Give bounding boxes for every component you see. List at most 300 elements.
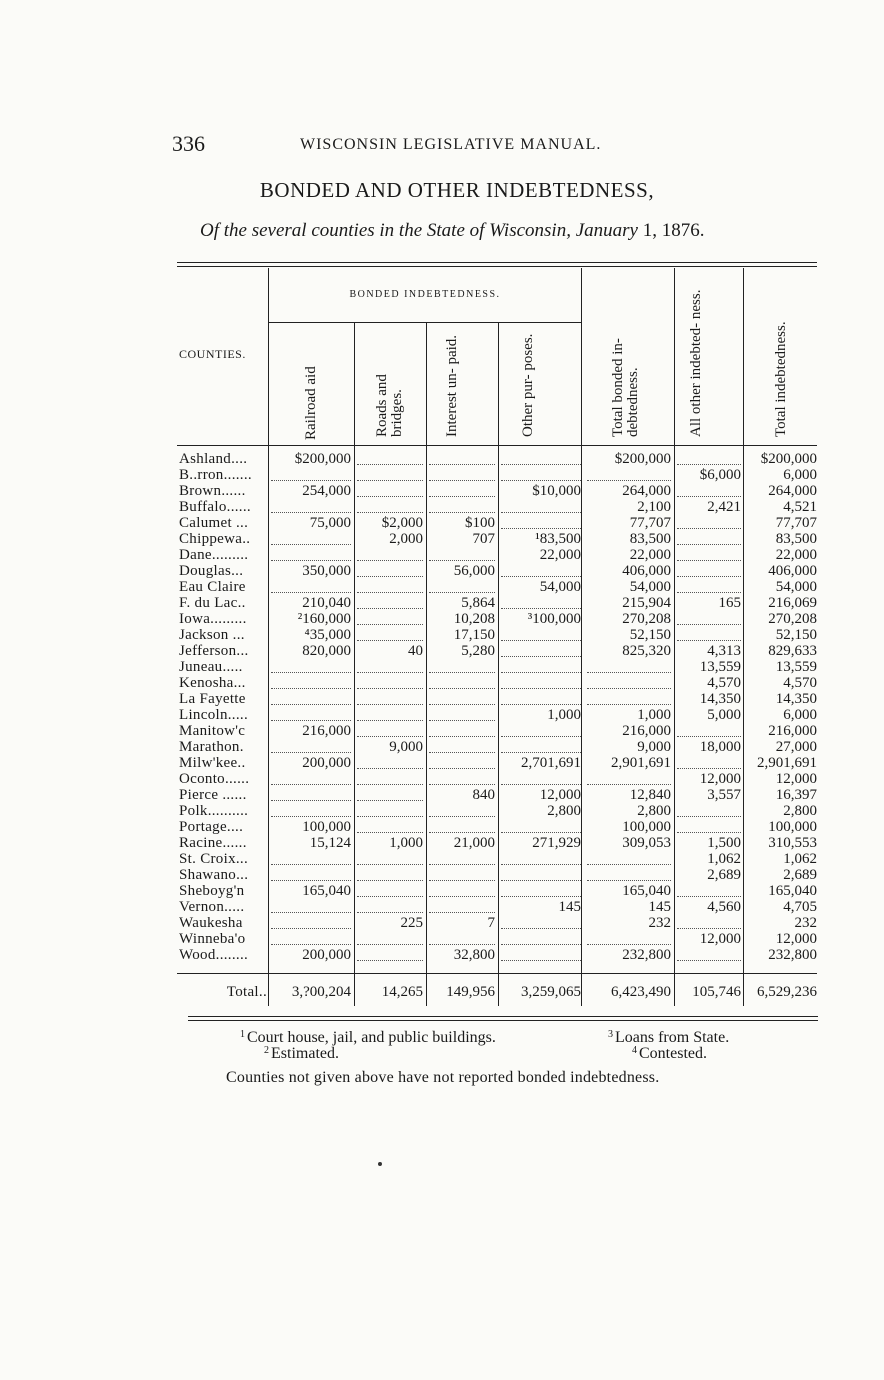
cell-total-indebtedness: 2,901,691 — [757, 755, 817, 771]
subtitle-date: 1, 1876. — [642, 220, 705, 241]
cell-roads-bridges — [357, 564, 423, 577]
footnote-1-text: Court house, jail, and public buildings. — [247, 1029, 496, 1046]
table-row — [177, 660, 817, 675]
cell-other-purposes — [501, 772, 581, 785]
footnote-4-text: Contested. — [639, 1045, 707, 1062]
cell-other-purposes — [501, 852, 581, 865]
header-bottom-rule — [177, 445, 817, 446]
cell-interest-unpaid: 10,208 — [453, 611, 495, 627]
cell-roads-bridges — [357, 788, 423, 801]
cell-other-purposes — [501, 916, 581, 929]
cell-interest-unpaid — [429, 580, 495, 593]
cell-railroad-aid: 254,000 — [302, 483, 351, 499]
table-row — [177, 564, 817, 579]
cell-total-indebtedness: 52,150 — [775, 627, 817, 643]
county-name: Milw'kee.. — [179, 755, 246, 771]
cell-interest-unpaid — [429, 724, 495, 737]
table-row — [177, 852, 817, 867]
cell-total-bonded: 406,000 — [622, 563, 671, 579]
cell-railroad-aid — [271, 580, 351, 593]
cell-all-other: 2,421 — [707, 499, 741, 515]
table-row — [177, 916, 817, 931]
cell-other-purposes — [501, 452, 581, 465]
cell-other-purposes — [501, 500, 581, 513]
table-row — [177, 596, 817, 611]
cell-roads-bridges — [357, 596, 423, 609]
stray-dot — [378, 1162, 382, 1166]
cell-railroad-aid: 820,000 — [302, 643, 351, 659]
cell-roads-bridges — [357, 932, 423, 945]
cell-roads-bridges — [357, 468, 423, 481]
cell-total-indebtedness: 4,521 — [783, 499, 817, 515]
cell-roads-bridges — [357, 708, 423, 721]
cell-roads-bridges — [357, 724, 423, 737]
footnote-3-mark: 3 — [608, 1029, 613, 1040]
cell-interest-unpaid — [429, 660, 495, 673]
totals-label: Total.. — [226, 984, 267, 1000]
header-roads-bridges: Roads and bridges. — [374, 374, 405, 437]
cell-total-indebtedness: 6,000 — [783, 467, 817, 483]
cell-all-other: 2,689 — [707, 867, 741, 883]
bonded-header-rule — [268, 322, 581, 323]
cell-total-indebtedness: 829,633 — [768, 643, 817, 659]
cell-interest-unpaid — [429, 804, 495, 817]
cell-other-purposes — [501, 516, 581, 529]
cell-total-indebtedness: 4,705 — [783, 899, 817, 915]
cell-roads-bridges: 2,000 — [389, 531, 423, 547]
cell-all-other: 4,570 — [707, 675, 741, 691]
footnote-2 — [264, 1045, 339, 1063]
table-row — [177, 692, 817, 707]
cell-interest-unpaid — [429, 884, 495, 897]
bonded-indebtedness-header: BONDED INDEBTEDNESS. — [349, 289, 501, 300]
cell-roads-bridges: 225 — [400, 915, 423, 931]
cell-roads-bridges — [357, 948, 423, 961]
cell-all-other: 14,350 — [699, 691, 741, 707]
cell-total-indebtedness: 1,062 — [783, 851, 817, 867]
cell-total-indebtedness: 232,800 — [768, 947, 817, 963]
cell-other-purposes: ³100,000 — [527, 611, 581, 627]
cell-total-bonded: 264,000 — [622, 483, 671, 499]
cell-all-other: 12,000 — [699, 931, 741, 947]
cell-total-indebtedness: 232 — [794, 915, 817, 931]
cell-railroad-aid: $200,000 — [294, 451, 351, 467]
footnote-3-text: Loans from State. — [615, 1029, 730, 1046]
cell-total-indebtedness: 264,000 — [768, 483, 817, 499]
cell-other-purposes — [501, 820, 581, 833]
total-all-other: 105,746 — [692, 984, 741, 1000]
cell-total-indebtedness: 22,000 — [775, 547, 817, 563]
table-row — [177, 500, 817, 515]
table-bottom-rule-2 — [188, 1020, 818, 1021]
cell-all-other: 4,560 — [707, 899, 741, 915]
cell-total-bonded — [587, 932, 671, 945]
county-name: Jefferson... — [179, 643, 249, 659]
county-name: B..rron....... — [179, 467, 252, 483]
county-name: Wood........ — [179, 947, 249, 963]
cell-interest-unpaid: 5,280 — [461, 643, 495, 659]
cell-total-bonded: 825,320 — [622, 643, 671, 659]
cell-interest-unpaid — [429, 756, 495, 769]
cell-interest-unpaid — [429, 484, 495, 497]
cell-other-purposes — [501, 564, 581, 577]
cell-all-other — [677, 452, 741, 465]
cell-roads-bridges — [357, 772, 423, 785]
cell-total-bonded: 54,000 — [629, 579, 671, 595]
total-other: 3,259,065 — [521, 984, 581, 1000]
table-row — [177, 708, 817, 723]
county-name: Polk.......... — [179, 803, 249, 819]
cell-total-indebtedness: 310,553 — [768, 835, 817, 851]
county-name: Buffalo...... — [179, 499, 251, 515]
header-total-bonded: Total bonded in- debtedness. — [610, 338, 641, 437]
cell-other-purposes: 271,929 — [532, 835, 581, 851]
cell-interest-unpaid: 17,150 — [453, 627, 495, 643]
header-total-indebtedness: Total indebtedness. — [773, 321, 789, 437]
cell-railroad-aid: 200,000 — [302, 947, 351, 963]
table-row — [177, 756, 817, 771]
county-name: Brown...... — [179, 483, 246, 499]
cell-all-other — [677, 532, 741, 545]
county-name: Iowa......... — [179, 611, 247, 627]
cell-other-purposes: ¹83,500 — [535, 531, 581, 547]
cell-total-indebtedness: 16,397 — [775, 787, 817, 803]
table-row — [177, 932, 817, 947]
cell-roads-bridges: 9,000 — [389, 739, 423, 755]
cell-interest-unpaid — [429, 772, 495, 785]
cell-total-indebtedness: 270,208 — [768, 611, 817, 627]
cell-total-indebtedness: 165,040 — [768, 883, 817, 899]
cell-interest-unpaid: $100 — [465, 515, 495, 531]
cell-total-bonded: 9,000 — [637, 739, 671, 755]
table-row — [177, 868, 817, 883]
footnote-2-text: Estimated. — [271, 1045, 339, 1062]
table-row — [177, 676, 817, 691]
cell-all-other: 13,559 — [699, 659, 741, 675]
county-name: Lincoln..... — [179, 707, 249, 723]
cell-total-indebtedness: 2,689 — [783, 867, 817, 883]
cell-all-other: 1,500 — [707, 835, 741, 851]
cell-total-bonded: 22,000 — [629, 547, 671, 563]
cell-roads-bridges: 1,000 — [389, 835, 423, 851]
totals-rule — [177, 973, 817, 974]
running-head: WISCONSIN LEGISLATIVE MANUAL. — [300, 136, 602, 153]
cell-total-indebtedness: 406,000 — [768, 563, 817, 579]
cell-railroad-aid — [271, 708, 351, 721]
cell-all-other: 1,062 — [707, 851, 741, 867]
cell-railroad-aid — [271, 932, 351, 945]
counties-header: COUNTIES. — [179, 347, 246, 361]
footnote-2-mark: 2 — [264, 1045, 269, 1056]
county-name: Shawano... — [179, 867, 249, 883]
cell-railroad-aid — [271, 500, 351, 513]
subtitle-part-1: Of the several counties in the State of Wisconsin, — [200, 220, 571, 241]
table-row — [177, 468, 817, 483]
cell-all-other — [677, 916, 741, 929]
cell-total-indebtedness: 83,500 — [775, 531, 817, 547]
cell-total-bonded: 232 — [648, 915, 671, 931]
cell-other-purposes: 145 — [558, 899, 581, 915]
county-name: Oconto...... — [179, 771, 250, 787]
county-name: Jackson ... — [179, 627, 245, 643]
cell-interest-unpaid — [429, 852, 495, 865]
cell-interest-unpaid — [429, 708, 495, 721]
cell-other-purposes: 12,000 — [539, 787, 581, 803]
cell-other-purposes: 1,000 — [547, 707, 581, 723]
footnote-4-mark: 4 — [632, 1045, 637, 1056]
cell-interest-unpaid — [429, 932, 495, 945]
cell-interest-unpaid: 7 — [487, 915, 495, 931]
header-other-purposes: Other pur- poses. — [520, 333, 536, 437]
cell-other-purposes — [501, 948, 581, 961]
cell-all-other — [677, 820, 741, 833]
cell-other-purposes — [501, 596, 581, 609]
header-railroad-aid: Railroad aid — [303, 366, 319, 440]
table-row — [177, 820, 817, 835]
cell-total-indebtedness: 12,000 — [775, 771, 817, 787]
cell-interest-unpaid — [429, 500, 495, 513]
cell-other-purposes — [501, 644, 581, 657]
cell-total-indebtedness: 4,570 — [783, 675, 817, 691]
cell-other-purposes — [501, 628, 581, 641]
cell-total-bonded: 215,904 — [622, 595, 671, 611]
cell-all-other: 4,313 — [707, 643, 741, 659]
header-interest-unpaid: Interest un- paid. — [444, 334, 460, 437]
cell-railroad-aid — [271, 788, 351, 801]
cell-total-bonded: 2,901,691 — [611, 755, 671, 771]
cell-railroad-aid — [271, 804, 351, 817]
page-title: BONDED AND OTHER INDEBTEDNESS, — [259, 178, 655, 202]
cell-railroad-aid — [271, 692, 351, 705]
county-name: Pierce ...... — [179, 787, 247, 803]
cell-railroad-aid — [271, 852, 351, 865]
table-row — [177, 836, 817, 851]
cell-other-purposes — [501, 932, 581, 945]
county-name: Racine...... — [179, 835, 247, 851]
cell-interest-unpaid: 5,864 — [461, 595, 495, 611]
cell-railroad-aid — [271, 548, 351, 561]
table-row — [177, 772, 817, 787]
cell-all-other: 12,000 — [699, 771, 741, 787]
cell-all-other — [677, 484, 741, 497]
cell-interest-unpaid — [429, 468, 495, 481]
cell-total-bonded: 270,208 — [622, 611, 671, 627]
cell-railroad-aid: ²160,000 — [297, 611, 351, 627]
county-name: La Fayette — [179, 691, 246, 707]
cell-railroad-aid — [271, 660, 351, 673]
cell-total-bonded: 77,707 — [629, 515, 671, 531]
cell-railroad-aid — [271, 868, 351, 881]
cell-total-indebtedness: $200,000 — [760, 451, 817, 467]
table-row — [177, 804, 817, 819]
cell-railroad-aid — [271, 532, 351, 545]
cell-other-purposes — [501, 468, 581, 481]
cell-all-other — [677, 948, 741, 961]
cell-all-other — [677, 580, 741, 593]
county-name: Waukesha — [179, 915, 243, 931]
cell-interest-unpaid: 21,000 — [453, 835, 495, 851]
cell-railroad-aid: 75,000 — [309, 515, 351, 531]
cell-total-bonded: 2,100 — [637, 499, 671, 515]
cell-roads-bridges — [357, 852, 423, 865]
totals-row — [177, 984, 817, 1002]
cell-roads-bridges — [357, 484, 423, 497]
cell-all-other: 3,557 — [707, 787, 741, 803]
cell-railroad-aid — [271, 916, 351, 929]
cell-interest-unpaid: 56,000 — [453, 563, 495, 579]
cell-other-purposes: 2,701,691 — [521, 755, 581, 771]
county-name: Marathon. — [179, 739, 244, 755]
footnote-1-mark: 1 — [240, 1029, 245, 1040]
cell-other-purposes — [501, 868, 581, 881]
cell-total-indebtedness: 14,350 — [775, 691, 817, 707]
county-name: St. Croix... — [179, 851, 249, 867]
cell-interest-unpaid — [429, 692, 495, 705]
cell-all-other — [677, 516, 741, 529]
cell-total-bonded — [587, 692, 671, 705]
cell-total-bonded: 100,000 — [622, 819, 671, 835]
footnote-4 — [632, 1045, 707, 1063]
indebtedness-table — [177, 262, 817, 1012]
cell-interest-unpaid: 32,800 — [453, 947, 495, 963]
county-name: F. du Lac.. — [179, 595, 246, 611]
cell-interest-unpaid — [429, 820, 495, 833]
cell-other-purposes: 22,000 — [539, 547, 581, 563]
cell-total-indebtedness: 216,069 — [768, 595, 817, 611]
cell-roads-bridges: 40 — [408, 643, 423, 659]
cell-railroad-aid: 15,124 — [309, 835, 351, 851]
cell-railroad-aid: 350,000 — [302, 563, 351, 579]
table-row — [177, 548, 817, 563]
cell-total-indebtedness: 12,000 — [775, 931, 817, 947]
total-roads: 14,265 — [381, 984, 423, 1000]
cell-total-bonded: 2,800 — [637, 803, 671, 819]
cell-total-indebtedness: 2,800 — [783, 803, 817, 819]
cell-other-purposes — [501, 660, 581, 673]
cell-roads-bridges — [357, 580, 423, 593]
cell-railroad-aid: 216,000 — [302, 723, 351, 739]
cell-railroad-aid: 165,040 — [302, 883, 351, 899]
cell-total-bonded — [587, 868, 671, 881]
table-row — [177, 516, 817, 531]
county-name: Ashland.... — [179, 451, 248, 467]
cell-railroad-aid: ⁴35,000 — [304, 627, 351, 643]
cell-total-bonded — [587, 772, 671, 785]
total-railroad: 3,?00,204 — [291, 984, 351, 1000]
cell-interest-unpaid — [429, 900, 495, 913]
table-row — [177, 628, 817, 643]
cell-total-bonded: 83,500 — [629, 531, 671, 547]
table-row — [177, 532, 817, 547]
cell-other-purposes — [501, 692, 581, 705]
cell-roads-bridges — [357, 452, 423, 465]
cell-all-other — [677, 564, 741, 577]
cell-all-other: 5,000 — [707, 707, 741, 723]
cell-total-indebtedness: 216,000 — [768, 723, 817, 739]
cell-all-other: 165 — [718, 595, 741, 611]
table-row — [177, 644, 817, 659]
cell-total-bonded: 145 — [648, 899, 671, 915]
cell-all-other — [677, 756, 741, 769]
cell-all-other: $6,000 — [699, 467, 741, 483]
table-row — [177, 788, 817, 803]
cell-all-other — [677, 724, 741, 737]
cell-total-bonded — [587, 660, 671, 673]
cell-total-bonded: 165,040 — [622, 883, 671, 899]
cell-all-other — [677, 628, 741, 641]
cell-roads-bridges — [357, 804, 423, 817]
county-name: Dane......... — [179, 547, 249, 563]
cell-roads-bridges — [357, 692, 423, 705]
cell-total-bonded: 12,840 — [629, 787, 671, 803]
cell-railroad-aid: 100,000 — [302, 819, 351, 835]
table-row — [177, 900, 817, 915]
cell-roads-bridges — [357, 900, 423, 913]
subtitle-part-2: January — [575, 220, 638, 241]
cell-railroad-aid — [271, 900, 351, 913]
cell-all-other — [677, 804, 741, 817]
table-row — [177, 580, 817, 595]
cell-total-bonded — [587, 676, 671, 689]
cell-railroad-aid — [271, 468, 351, 481]
counties-note: Counties not given above have not reported bonded indebtedness. — [226, 1069, 660, 1086]
cell-total-indebtedness: 100,000 — [768, 819, 817, 835]
cell-all-other — [677, 548, 741, 561]
cell-railroad-aid: 210,040 — [302, 595, 351, 611]
county-name: Kenosha... — [179, 675, 246, 691]
cell-interest-unpaid: 707 — [472, 531, 495, 547]
page-subtitle — [200, 220, 704, 242]
page-number: 336 — [172, 131, 205, 156]
cell-roads-bridges — [357, 676, 423, 689]
cell-other-purposes — [501, 740, 581, 753]
cell-total-indebtedness: 77,707 — [775, 515, 817, 531]
cell-total-bonded: 232,800 — [622, 947, 671, 963]
cell-roads-bridges — [357, 820, 423, 833]
cell-total-indebtedness: 27,000 — [775, 739, 817, 755]
table-bottom-rule-1 — [188, 1016, 818, 1017]
cell-roads-bridges — [357, 500, 423, 513]
table-row — [177, 484, 817, 499]
cell-railroad-aid — [271, 740, 351, 753]
cell-roads-bridges — [357, 660, 423, 673]
cell-interest-unpaid — [429, 868, 495, 881]
county-name: Vernon..... — [179, 899, 245, 915]
cell-roads-bridges: $2,000 — [381, 515, 423, 531]
cell-total-bonded: 52,150 — [629, 627, 671, 643]
cell-total-bonded: 309,053 — [622, 835, 671, 851]
cell-other-purposes: $10,000 — [532, 483, 581, 499]
cell-roads-bridges — [357, 548, 423, 561]
cell-interest-unpaid — [429, 548, 495, 561]
cell-interest-unpaid — [429, 452, 495, 465]
cell-roads-bridges — [357, 756, 423, 769]
cell-other-purposes: 2,800 — [547, 803, 581, 819]
cell-other-purposes — [501, 676, 581, 689]
table-row — [177, 724, 817, 739]
county-name: Eau Claire — [179, 579, 246, 595]
cell-interest-unpaid — [429, 676, 495, 689]
table-row — [177, 612, 817, 627]
cell-total-bonded: $200,000 — [614, 451, 671, 467]
county-name: Portage.... — [179, 819, 244, 835]
total-interest: 149,956 — [446, 984, 495, 1000]
cell-interest-unpaid — [429, 740, 495, 753]
cell-roads-bridges — [357, 628, 423, 641]
county-name: Winneba'o — [179, 931, 246, 947]
cell-total-bonded — [587, 468, 671, 481]
cell-all-other: 18,000 — [699, 739, 741, 755]
